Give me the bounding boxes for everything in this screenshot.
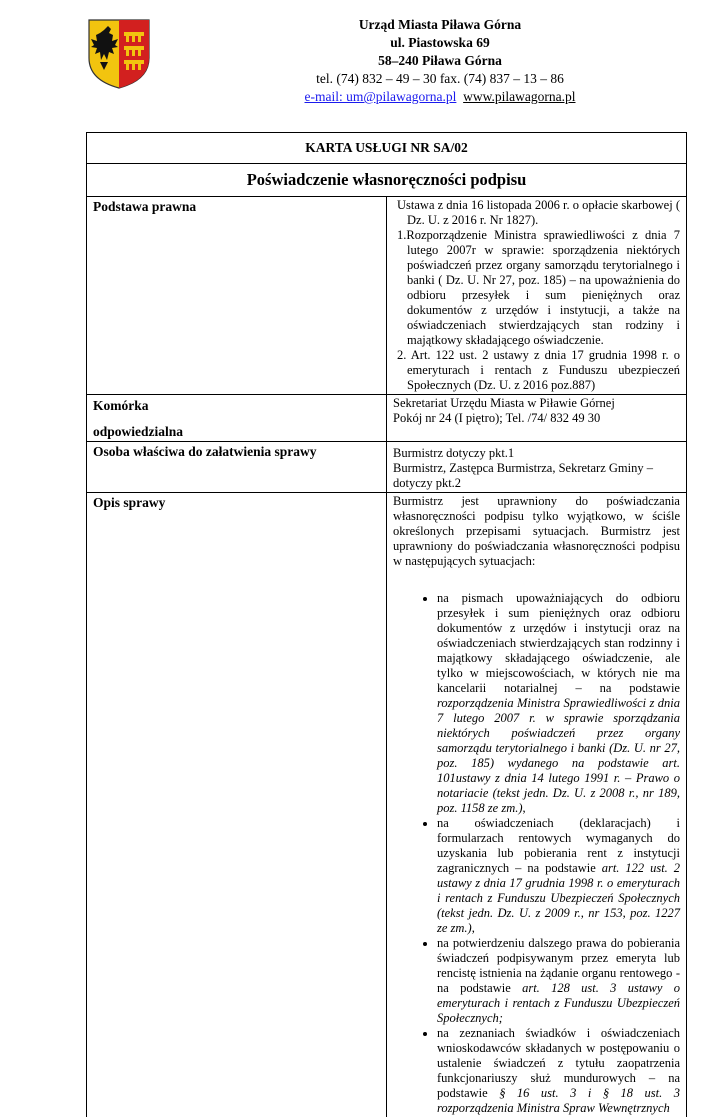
label-opis-sprawy: Opis sprawy xyxy=(87,493,387,1117)
list-item: • na oświadczeniach (deklaracjach) i formularzach rentowych wymaganych do uzyskania lub pobierania rent z instytucji zagranicznych – na podstawie art. 122 ust. 2 ustawy z dnia 17 grudnia 1998 r. o emeryturach i rentach z Funduszu Ubezpieczeń Społecznych (tekst jedn. Dz. U. z 2009 r., nr 153, poz. 1227 ze zm.), xyxy=(437,816,680,936)
description-intro: Burmistrz jest uprawniony do poświadczania własnoręczności podpisu tylko wyjątkowo, w ściśle określonych przepisami sytuacjach. Burmistrz jest uprawniony do poświadczania własnoręczności podpisu w następujących sytuacjach: xyxy=(393,494,680,569)
www-link[interactable]: www.pilawagorna.pl xyxy=(463,89,575,104)
legal-basis-item: 1.Rozporządzenie Ministra sprawiedliwości z dnia 7 lutego 2007r w sprawie: sporządzenia niektórych poświadczeń przez organy samorządu terytorialnego i banki ( Dz. U. Nr 27, poz. 185) – na upoważnienia do odbioru przesyłek i sum pieniężnych oraz dokumentów z urzędów i instytucji, a także na oświadczeniach stwierdzających stan rodziny i majątkowy składającego oświadczenie. xyxy=(393,228,680,348)
responsible-person-1: Burmistrz dotyczy pkt.1 xyxy=(393,446,680,461)
list-item: • na potwierdzeniu dalszego prawa do pobierania świadczeń podpisywanym przez emeryta lub rencistę istnienia na żądanie organu rentowego - na podstawie art. 128 ust. 3 ustawy o emeryturach i rentach z Funduszu Ubezpieczeń Społecznych; xyxy=(437,936,680,1026)
list-item: • na pismach upoważniających do odbioru przesyłek i sum pieniężnych oraz odbioru dokumentów z urzędów i instytucji oraz na oświadczeniach stwierdzających stan rodzinny i majątkowy składającego oświadczenie, ale tylko w miejscowościach, w których nie ma kancelarii notarialnej – na podstawie rozporządzenia Ministra Sprawiedliwości z dnia 7 lutego 2007 r. w sprawie sporządzania niektórych poświadczeń przez organy samorządu terytorialnego i banki (Dz. U. nr 27, poz. 185) wydanego na podstawie art. 101ustawy z dnia 14 lutego 1991 r. – Prawo o notariacie (tekst jedn. Dz. U. z 2008 r., nr 189, poz. 1158 ze zm.), xyxy=(437,591,680,816)
label-komorka-line-1: Komórka xyxy=(93,397,380,414)
city-coat-of-arms xyxy=(86,18,152,90)
office-street: ul. Piastowska 69 xyxy=(240,34,640,52)
value-komorka xyxy=(387,395,687,442)
label-podstawa-prawna: Podstawa prawna xyxy=(87,197,387,395)
value-opis-sprawy xyxy=(387,493,687,1117)
legal-basis-item: 2. Art. 122 ust. 2 ustawy z dnia 17 grudnia 1998 r. o emeryturach i rentach z Funduszu ubezpieczeń Społecznych (Dz. U. z 2016 poz.887) xyxy=(393,348,680,393)
value-podstawa-prawna xyxy=(387,197,687,395)
email-link[interactable]: e-mail: um@pilawagorna.pl xyxy=(305,89,457,104)
situations-list xyxy=(393,591,680,1116)
office-phone-fax: tel. (74) 832 – 49 – 30 fax. (74) 837 – 13 – 86 xyxy=(240,70,640,88)
list-item: • na zeznaniach świadków i oświadczeniach wnioskodawców składanych w postępowaniu o ustalenie świadczeń z tytułu zaopatrzenia funkcjonariuszy służ mundurowych – na podstawie § 16 ust. 3 i § 18 ust. 3 rozporządzenia Ministra Spraw Wewnętrznych xyxy=(437,1026,680,1116)
value-osoba-wlasciwa xyxy=(387,442,687,493)
office-name: Urząd Miasta Piława Górna xyxy=(240,16,640,34)
responsible-person-2: Burmistrz, Zastępca Burmistrza, Sekretarz Gminy –dotyczy pkt.2 xyxy=(393,461,680,491)
department-room-phone: Pokój nr 24 (I piętro); Tel. /74/ 832 49 30 xyxy=(393,411,680,426)
label-osoba-wlasciwa: Osoba właściwa do załatwienia sprawy xyxy=(87,442,387,493)
department-name: Sekretariat Urzędu Miasta w Piławie Górnej xyxy=(393,396,680,411)
office-header xyxy=(240,16,640,106)
label-komorka xyxy=(87,395,387,442)
label-komorka-line-2: odpowiedzialna xyxy=(93,423,380,440)
card-title: KARTA USŁUGI NR SA/02 xyxy=(87,133,687,164)
service-card-table xyxy=(86,132,687,1117)
card-subtitle: Poświadczenie własnoręczności podpisu xyxy=(87,164,687,197)
legal-basis-item: Ustawa z dnia 16 listopada 2006 r. o opłacie skarbowej ( Dz. U. z 2016 r. Nr 1827). xyxy=(393,198,680,228)
office-city: 58–240 Piława Górna xyxy=(240,52,640,70)
